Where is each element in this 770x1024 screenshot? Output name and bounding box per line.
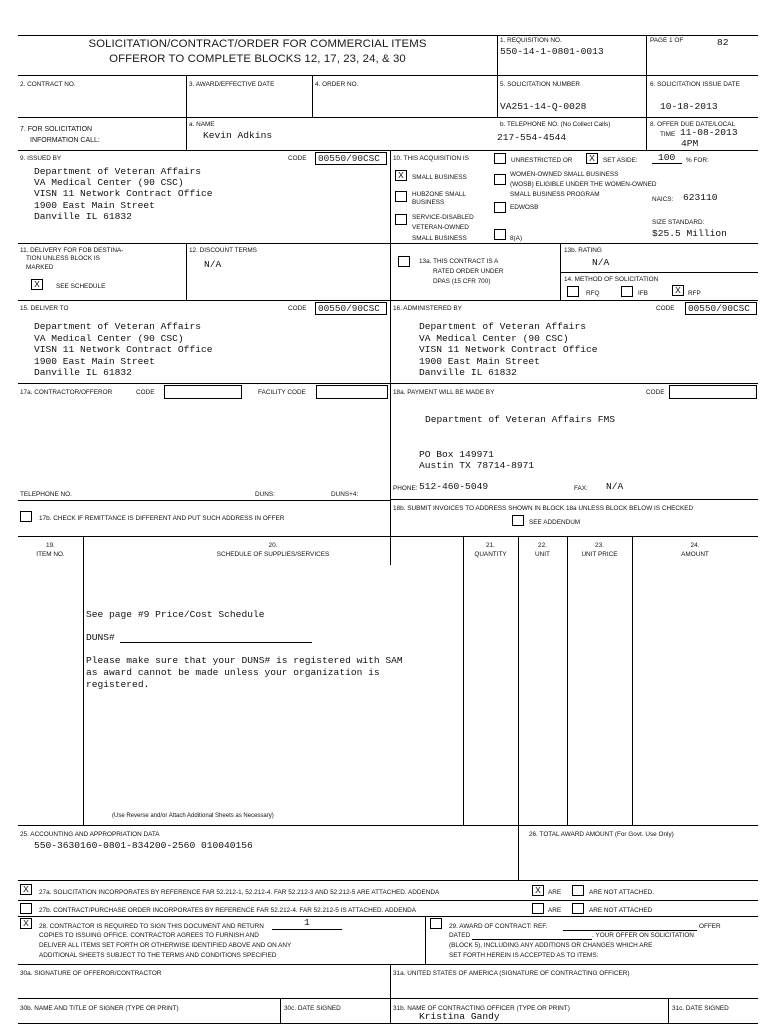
hubzone-checkbox[interactable] xyxy=(395,191,407,202)
rated-order-label-3: DPAS (15 CFR 700) xyxy=(433,278,491,285)
col20-header: SCHEDULE OF SUPPLIES/SERVICES xyxy=(216,551,330,558)
are-label: ARE xyxy=(548,889,562,896)
duns-label: DUNS: xyxy=(255,491,275,498)
col21-num: 21. xyxy=(486,542,495,549)
sdvosb-label-1: SERVICE-DISABLED xyxy=(412,214,474,221)
delivery-label-3: MARKED xyxy=(26,264,54,271)
time-label: TIME xyxy=(660,131,676,138)
delivery-label-2: TION UNLESS BLOCK IS xyxy=(26,255,100,262)
not-attached-b-label: ARE NOT ATTACHED xyxy=(589,907,653,914)
administered-by-line: Danville IL 61832 xyxy=(419,367,517,378)
naics-label: NAICS: xyxy=(652,196,674,203)
wosb-label-3: SMALL BUSINESS PROGRAM xyxy=(510,191,600,198)
col24-num: 24. xyxy=(690,542,700,549)
rfq-label: RFQ xyxy=(586,290,600,297)
issued-by-line: Department of Veteran Affairs xyxy=(34,166,201,177)
issued-by-code-box[interactable] xyxy=(315,152,387,165)
ref-underline[interactable] xyxy=(563,930,697,931)
payment-phone[interactable]: 512-460-5049 xyxy=(419,481,489,492)
requisition-value[interactable]: 550-14-1-0801-0013 xyxy=(500,46,604,57)
offer-due-time[interactable]: 4PM xyxy=(681,138,699,149)
clause-27a-checkbox[interactable]: X xyxy=(20,884,32,895)
not-attached-label: ARE NOT ATTACHED. xyxy=(589,889,654,896)
telephone-no-label: TELEPHONE NO. xyxy=(20,491,72,498)
col19-num: 19. xyxy=(46,542,55,549)
issued-by-line: VA Medical Center (90 CSC) xyxy=(34,177,184,188)
offer-due-date[interactable]: 11-08-2013 xyxy=(680,127,738,138)
administered-by-code-label: CODE xyxy=(656,305,675,312)
hubzone-label-1: HUBZONE SMALL xyxy=(412,191,466,198)
ifb-label: IFB xyxy=(638,290,648,297)
edwosb-checkbox[interactable] xyxy=(494,202,506,213)
name-label: a. NAME xyxy=(189,121,215,128)
issued-by-code-label: CODE xyxy=(288,155,307,162)
clause-27b-text: 27b. CONTRACT/PURCHASE ORDER INCORPORATES BY REFERENCE FAR 52.212-4. FAR 52.212-5 IS ATTACHED. ADDENDA xyxy=(39,907,417,914)
offeror-signature-label: 30a. SIGNATURE OF OFFEROR/CONTRACTOR xyxy=(20,970,162,977)
size-standard-value[interactable]: $25.5 Million xyxy=(652,228,727,239)
administered-by-label: 16. ADMINISTERED BY xyxy=(393,305,462,312)
set-aside-percent[interactable]: 100 xyxy=(658,152,676,163)
facility-code-label: FACILITY CODE xyxy=(258,389,306,396)
fax-label: FAX: xyxy=(574,485,588,492)
deliver-to-code-label: CODE xyxy=(288,305,307,312)
col19-header: ITEM NO. xyxy=(36,551,65,558)
schedule-note: registered. xyxy=(86,679,150,690)
accounting-value[interactable]: 550-3630160-0801-834200-2560 010040156 xyxy=(34,840,253,851)
phone-label: PHONE: xyxy=(393,485,418,492)
issued-by-line: VISN 11 Network Contract Office xyxy=(34,188,213,199)
wosb-label-1: WOMEN-OWNED SMALL BUSINESS xyxy=(510,171,619,178)
clause-29-checkbox[interactable] xyxy=(430,918,442,929)
deliver-to-code-box[interactable] xyxy=(315,302,387,315)
administered-by-code-box[interactable] xyxy=(685,302,757,315)
rated-order-label-1: 13a. THIS CONTRACT IS A xyxy=(419,258,499,265)
sdvosb-checkbox[interactable] xyxy=(395,214,407,225)
info-call-label-2: INFORMATION CALL: xyxy=(30,137,100,144)
col23-header: UNIT PRICE xyxy=(581,551,618,558)
discount-terms-label: 12. DISCOUNT TERMS xyxy=(189,247,257,254)
deliver-to-line: Department of Veteran Affairs xyxy=(34,321,201,332)
see-schedule-checkbox[interactable]: X xyxy=(31,279,43,290)
addendum-label: SEE ADDENDUM xyxy=(529,519,581,526)
copies-underline xyxy=(272,929,342,930)
addendum-checkbox[interactable] xyxy=(512,515,524,526)
form-title-line1: SOLICITATION/CONTRACT/ORDER FOR COMMERCIAL ITEMS xyxy=(88,38,427,50)
copies-value[interactable]: 1 xyxy=(304,917,310,928)
solicitation-number-label: 5. SOLICITATION NUMBER xyxy=(500,81,581,88)
invoice-label: 18b. SUBMIT INVOICES TO ADDRESS SHOWN IN BLOCK 18a UNLESS BLOCK BELOW IS CHECKED xyxy=(393,505,694,512)
not-attached-b-checkbox[interactable] xyxy=(572,903,584,914)
unrestricted-checkbox[interactable] xyxy=(494,153,506,164)
schedule-note: as award cannot be made unless your organization is xyxy=(86,667,380,678)
page-total: 82 xyxy=(717,37,729,48)
delivery-label-1: 11. DELIVERY FOR FOB DESTINA- xyxy=(20,247,124,254)
ifb-checkbox[interactable] xyxy=(621,286,633,297)
duns-text: DUNS# xyxy=(86,632,115,643)
page-label: PAGE 1 OF xyxy=(650,37,684,44)
payment-line: PO Box 149971 xyxy=(419,449,494,460)
contractor-code-field[interactable] xyxy=(164,385,242,399)
are-b-label: ARE xyxy=(548,907,562,914)
are-b-checkbox[interactable] xyxy=(532,903,544,914)
date-signed-30c-label: 30c. DATE SIGNED xyxy=(284,1005,341,1012)
administered-by-line: VA Medical Center (90 CSC) xyxy=(419,333,569,344)
award-date-label: 3. AWARD/EFFECTIVE DATE xyxy=(189,81,275,88)
administered-by-line: 1900 East Main Street xyxy=(419,356,540,367)
deliver-to-code: 00550/90CSC xyxy=(318,303,380,314)
remittance-label: 17b. CHECK IF REMITTANCE IS DIFFERENT AND PUT SUCH ADDRESS IN OFFER xyxy=(39,515,285,522)
clause-29-text: 29. AWARD OF CONTRACT: REF. xyxy=(449,923,548,930)
clause-29-text: . YOUR OFFER ON SOLICITATION xyxy=(592,932,694,939)
acquisition-label: 10. THIS ACQUISITION IS xyxy=(393,155,469,162)
sdvosb-label-3: SMALL BUSINESS xyxy=(412,235,467,242)
schedule-note: Please make sure that your DUNS# is registered with SAM xyxy=(86,655,403,666)
set-aside-label: SET ASIDE: xyxy=(603,157,638,164)
col20-num: 20. xyxy=(268,542,278,549)
solicitation-date-value[interactable]: 10-18-2013 xyxy=(660,101,718,112)
facility-code-field[interactable] xyxy=(316,385,388,399)
eight-a-checkbox[interactable] xyxy=(494,229,506,240)
remittance-checkbox[interactable] xyxy=(20,511,32,522)
col22-num: 22. xyxy=(538,542,547,549)
rated-order-checkbox[interactable] xyxy=(398,256,410,267)
issued-by-line: 1900 East Main Street xyxy=(34,200,155,211)
clause-28-text: DELIVER ALL ITEMS SET FORTH OR OTHERWISE IDENTIFIED ABOVE AND ON ANY xyxy=(39,942,292,949)
payment-label: 18a. PAYMENT WILL BE MADE BY xyxy=(393,389,495,396)
schedule-text: See page #9 Price/Cost Schedule xyxy=(86,609,265,620)
order-no-label: 4. ORDER NO. xyxy=(315,81,359,88)
deliver-to-line: 1900 East Main Street xyxy=(34,356,155,367)
contractor-label: 17a. CONTRACTOR/OFFEROR xyxy=(20,389,113,396)
deliver-to-line: VA Medical Center (90 CSC) xyxy=(34,333,184,344)
clause-29-text: SET FORTH HEREIN IS ACCEPTED AS TO ITEMS: xyxy=(449,952,599,959)
wosb-checkbox[interactable] xyxy=(494,174,506,185)
rating-value[interactable]: N/A xyxy=(592,257,610,268)
clause-29-text: (BLOCK 5), INCLUDING ANY ADDITIONS OR CHANGES WHICH ARE xyxy=(449,942,653,949)
clause-27b-checkbox[interactable] xyxy=(20,903,32,914)
method-label: 14. METHOD OF SOLICITATION xyxy=(564,276,659,283)
eight-a-label: 8(A) xyxy=(510,235,523,242)
clause-28-text: COPIES TO ISSUING OFFICE. CONTRACTOR AGREES TO FURNISH AND xyxy=(39,932,259,939)
naics-value[interactable]: 623110 xyxy=(683,192,718,203)
sdvosb-label-2: VETERAN-OWNED xyxy=(412,224,469,231)
clause-28-checkbox[interactable]: X xyxy=(20,918,32,929)
issued-by-code: 00550/90CSC xyxy=(318,153,380,164)
officer-name-label: 31b. NAME OF CONTRACTING OFFICER (TYPE OR PRINT) xyxy=(393,1005,570,1012)
size-standard-label: SIZE STANDARD: xyxy=(652,219,705,226)
clause-29-text: OFFER xyxy=(699,923,721,930)
col23-num: 23. xyxy=(595,542,604,549)
contact-name[interactable]: Kevin Adkins xyxy=(203,130,273,141)
payment-code-field[interactable] xyxy=(669,385,757,399)
deliver-to-line: Danville IL 61832 xyxy=(34,367,132,378)
dated-underline[interactable] xyxy=(472,939,592,940)
clause-29-text: DATED xyxy=(449,932,471,939)
schedule-footer: (Use Reverse and/or Attach Additional Sheets as Necessary) xyxy=(112,813,274,819)
hubzone-label-2: BUSINESS xyxy=(412,199,445,206)
issued-by-line: Danville IL 61832 xyxy=(34,211,132,222)
administered-by-code: 00550/90CSC xyxy=(688,303,750,314)
info-call-label-1: 7. FOR SOLICITATION xyxy=(20,126,93,133)
discount-terms-value[interactable]: N/A xyxy=(204,259,222,270)
signer-name-label: 30b. NAME AND TITLE OF SIGNER (TYPE OR PRINT) xyxy=(20,1005,179,1012)
see-schedule-label: SEE SCHEDULE xyxy=(56,283,106,290)
rfq-checkbox[interactable] xyxy=(567,286,579,297)
clause-27a-text: 27a. SOLICITATION INCORPORATES BY REFERENCE FAR 52.212-1, 52.212-4. FAR 52.212-3 AND 52.212-5 ARE ATTACHED. ADDENDA xyxy=(39,889,440,896)
payment-line: Austin TX 78714-8971 xyxy=(419,460,535,471)
percent-underline xyxy=(652,163,682,164)
total-award-label: 26. TOTAL AWARD AMOUNT (For Govt. Use Only) xyxy=(529,831,674,838)
are-checkbox[interactable]: X xyxy=(532,885,544,896)
solicitation-number-value[interactable]: VA251-14-Q-0028 xyxy=(500,101,587,112)
duns4-label: DUNS+4: xyxy=(331,491,359,498)
edwosb-label: EDWOSB xyxy=(510,204,539,211)
rated-order-label-2: RATED ORDER UNDER xyxy=(433,268,504,275)
form-title-line2: OFFEROR TO COMPLETE BLOCKS 12, 17, 23, 24, & 30 xyxy=(109,53,406,65)
clause-28-text: 28. CONTRACTOR IS REQUIRED TO SIGN THIS DOCUMENT AND RETURN xyxy=(39,923,264,930)
date-signed-31c-label: 31c. DATE SIGNED xyxy=(672,1005,729,1012)
officer-name[interactable]: Kristina Gandy xyxy=(419,1011,500,1022)
telephone-label: b. TELEPHONE NO. (No Collect Calls) xyxy=(500,121,611,128)
small-business-checkbox[interactable]: X xyxy=(395,170,407,181)
contract-no-label: 2. CONTRACT NO. xyxy=(20,81,76,88)
duns-underline[interactable] xyxy=(120,642,312,643)
payment-fax[interactable]: N/A xyxy=(606,481,624,492)
wosb-label-2: (WOSB) ELIGIBLE UNDER THE WOMEN-OWNED xyxy=(510,181,657,188)
administered-by-line: Department of Veteran Affairs xyxy=(419,321,586,332)
requisition-label: 1. REQUISITION NO. xyxy=(500,37,562,44)
deliver-to-line: VISN 11 Network Contract Office xyxy=(34,344,213,355)
rfp-label: RFP xyxy=(688,290,701,297)
payment-line: Department of Veteran Affairs FMS xyxy=(425,414,615,425)
percent-for-label: % FOR: xyxy=(686,157,709,164)
col21-header: QUANTITY xyxy=(474,551,507,558)
issued-by-label: 9. ISSUED BY xyxy=(20,155,62,162)
solicitation-date-label: 6. SOLICITATION ISSUE DATE xyxy=(650,81,740,88)
col24-header: AMOUNT xyxy=(681,551,709,558)
set-aside-checkbox[interactable]: X xyxy=(586,153,598,164)
rating-label: 13b. RATING xyxy=(564,247,602,254)
contracting-officer-signature-label: 31a. UNITED STATES OF AMERICA (SIGNATURE OF CONTRACTING OFFICER) xyxy=(393,970,630,977)
deliver-to-label: 15. DELIVER TO xyxy=(20,305,69,312)
unrestricted-label: UNRESTRICTED OR xyxy=(511,157,573,164)
payment-code-label: CODE xyxy=(646,389,665,396)
offer-due-label: 8. OFFER DUE DATE/LOCAL xyxy=(650,121,736,128)
accounting-label: 25. ACCOUNTING AND APPROPRIATION DATA xyxy=(20,831,160,838)
col22-header: UNIT xyxy=(535,551,550,558)
small-business-label: SMALL BUSINESS xyxy=(412,174,467,181)
administered-by-line: VISN 11 Network Contract Office xyxy=(419,344,598,355)
contractor-code-label: CODE xyxy=(136,389,155,396)
telephone-value[interactable]: 217-554-4544 xyxy=(497,132,567,143)
clause-28-text: ADDITIONAL SHEETS SUBJECT TO THE TERMS AND CONDITIONS SPECIFIED xyxy=(39,952,277,959)
not-attached-checkbox[interactable] xyxy=(572,885,584,896)
rfp-checkbox[interactable]: X xyxy=(672,285,684,296)
